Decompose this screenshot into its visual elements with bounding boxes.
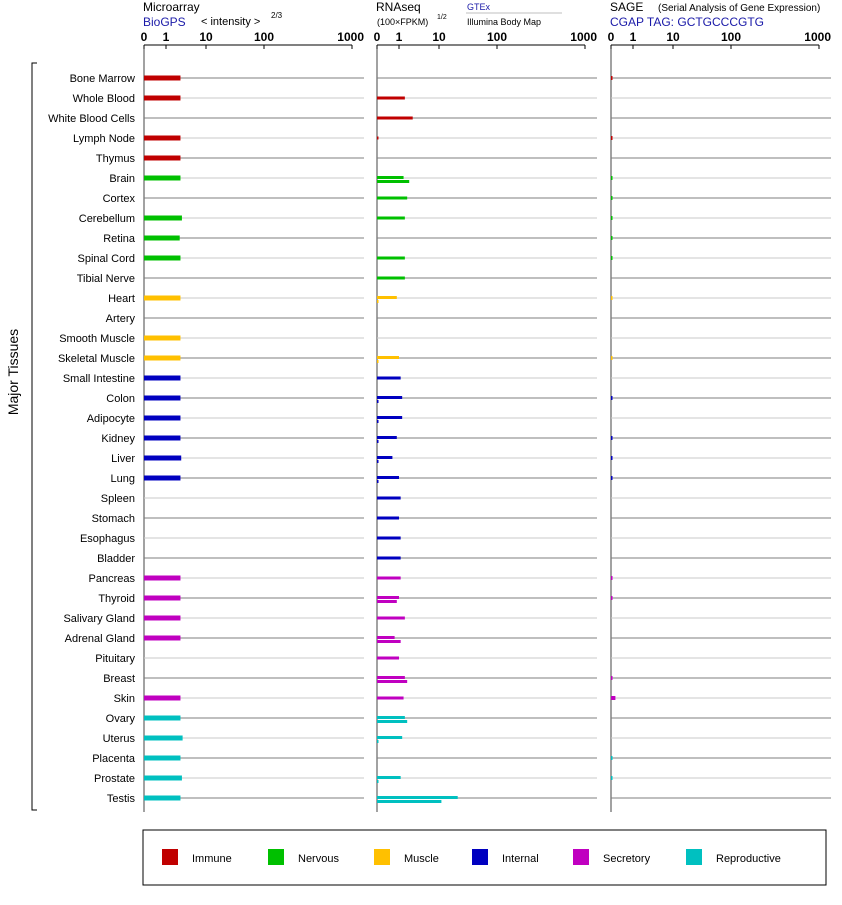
legend-swatch [472, 849, 488, 865]
legend-label: Internal [502, 853, 539, 865]
tissue-row [111, 453, 831, 465]
tissue-label[interactable]: Bladder [97, 553, 135, 565]
tissue-label[interactable]: Prostate [94, 773, 135, 785]
rnaseq-scale-exponent: 1/2 [437, 14, 447, 21]
sage-bar[interactable] [611, 396, 613, 400]
sage-bar[interactable] [611, 696, 615, 700]
microarray-bar[interactable] [144, 576, 180, 581]
microarray-bar[interactable] [144, 356, 180, 361]
y-axis-bracket [32, 63, 37, 810]
tissue-label[interactable]: Spinal Cord [77, 253, 135, 265]
tissue-label[interactable]: Placenta [92, 753, 135, 765]
tissue-row [89, 573, 831, 585]
rnaseq-ibm-bar[interactable] [377, 780, 379, 783]
tissue-row [103, 733, 831, 745]
sage-bar[interactable] [611, 436, 613, 440]
microarray-bar[interactable] [144, 256, 180, 261]
tissue-label[interactable]: Colon [106, 393, 135, 405]
tissue-row [92, 753, 831, 765]
microarray-bar[interactable] [144, 776, 182, 781]
tissue-row [103, 233, 831, 245]
rnaseq-gtex-bar[interactable] [377, 476, 399, 479]
microarray-bar[interactable] [144, 216, 182, 221]
microarray-bar[interactable] [144, 376, 180, 381]
sage-subtitle[interactable]: CGAP TAG: GCTGCCCGTG [610, 15, 765, 29]
axis-tick-label: 0 [140, 30, 148, 44]
rnaseq-gtex-bar[interactable] [377, 537, 401, 540]
rnaseq-gtex-bar[interactable] [377, 697, 404, 700]
rnaseq-gtex-bar[interactable] [377, 636, 395, 639]
tissue-label[interactable]: Uterus [102, 733, 135, 745]
legend-label: Muscle [404, 853, 439, 865]
tissue-label[interactable]: Esophagus [79, 533, 135, 545]
tissue-row [77, 273, 831, 285]
rnaseq-title: RNAseq [376, 0, 421, 14]
axis-tick-label: 1 [629, 30, 637, 44]
rnaseq-ibm-bar[interactable] [377, 720, 407, 723]
tissue-row [114, 693, 831, 705]
microarray-bar[interactable] [144, 456, 181, 461]
legend-swatch [686, 849, 702, 865]
microarray-bar[interactable] [144, 236, 180, 241]
axis-tick-label: 100 [486, 30, 508, 44]
tissue-label[interactable]: Artery [105, 313, 135, 325]
axis-tick-label: 1 [162, 30, 170, 44]
rnaseq-gtex-bar[interactable] [377, 557, 401, 560]
sage-bar[interactable] [611, 596, 613, 600]
tissue-row [98, 593, 831, 605]
tissue-row [96, 153, 831, 165]
panel-2-axis [608, 30, 832, 812]
rnaseq-gtex-bar[interactable] [377, 776, 401, 779]
tissue-label[interactable]: Salivary Gland [63, 613, 135, 625]
legend-label: Secretory [603, 853, 651, 865]
legend-swatch [374, 849, 390, 865]
sage-bar[interactable] [611, 216, 613, 220]
microarray-bar[interactable] [144, 476, 180, 481]
tissue-label[interactable]: Pituitary [95, 653, 135, 665]
tissue-label[interactable]: Cortex [102, 193, 135, 205]
tissue-row [106, 713, 831, 725]
tissue-label[interactable]: Stomach [91, 513, 135, 525]
rnaseq-gtex-bar[interactable] [377, 296, 397, 299]
tissue-row [80, 533, 831, 545]
tissue-row [79, 213, 831, 225]
rnaseq-gtex-bar[interactable] [377, 676, 405, 679]
tissue-row [78, 253, 831, 265]
sage-bar[interactable] [611, 776, 613, 780]
microarray-bar[interactable] [144, 756, 180, 761]
microarray-bar[interactable] [144, 636, 180, 641]
tissue-row [73, 93, 831, 105]
tissue-label[interactable]: Liver [111, 453, 135, 465]
sage-bar[interactable] [611, 576, 613, 580]
sage-title-note: (Serial Analysis of Gene Expression) [658, 3, 821, 14]
rnaseq-gtex-bar[interactable] [377, 796, 458, 799]
tissue-row [87, 413, 831, 425]
sage-bar[interactable] [611, 476, 613, 480]
tissue-row [48, 113, 831, 125]
rnaseq-ibm-bar[interactable] [377, 600, 397, 603]
tissue-row [103, 673, 831, 685]
microarray-title: Microarray [143, 0, 200, 14]
axis-tick-label: 10 [199, 30, 213, 44]
microarray-bar[interactable] [144, 616, 180, 621]
axis-tick-label: 10 [666, 30, 680, 44]
microarray-bar[interactable] [144, 136, 180, 141]
rnaseq-gtex-bar[interactable] [377, 436, 397, 439]
rnaseq-gtex-bar[interactable] [377, 716, 405, 719]
sage-bar[interactable] [611, 456, 613, 460]
sage-bar[interactable] [611, 76, 613, 80]
legend-label: Immune [192, 853, 232, 865]
microarray-source-link[interactable]: BioGPS [143, 15, 186, 29]
tissue-label[interactable]: Heart [108, 293, 135, 305]
rnaseq-gtex-bar[interactable] [377, 257, 405, 260]
tissue-label[interactable]: Ovary [105, 713, 135, 725]
tissue-row [107, 793, 831, 805]
rnaseq-gtex-bar[interactable] [377, 377, 401, 380]
tissue-label[interactable]: Lymph Node [73, 133, 135, 145]
rnaseq-gtex-bar[interactable] [377, 657, 399, 660]
sage-bar[interactable] [611, 356, 613, 360]
legend-label: Reproductive [716, 853, 781, 865]
sage-bar[interactable] [611, 256, 613, 260]
tissue-label[interactable]: Tibial Nerve [76, 273, 135, 285]
microarray-scale-label: < intensity > [201, 16, 261, 28]
rnaseq-ibm-bar[interactable] [377, 680, 407, 683]
tissue-label[interactable]: Thymus [95, 153, 135, 165]
sage-bar[interactable] [611, 296, 613, 300]
tissue-row [95, 653, 831, 665]
rnaseq-gtex-bar[interactable] [377, 217, 405, 220]
microarray-bar[interactable] [144, 296, 180, 301]
rnaseq-gtex-bar[interactable] [377, 497, 401, 500]
tissue-row [94, 773, 831, 785]
microarray-bar[interactable] [144, 156, 180, 161]
rnaseq-gtex-bar[interactable] [377, 416, 402, 419]
axis-tick-label: 10 [432, 30, 446, 44]
microarray-bar[interactable] [144, 716, 180, 721]
rnaseq-gtex-bar[interactable] [377, 277, 405, 280]
sage-bar[interactable] [611, 236, 613, 240]
tissue-row [73, 133, 831, 145]
rnaseq-gtex-bar[interactable] [377, 356, 399, 359]
microarray-bar[interactable] [144, 336, 180, 341]
tissue-row [106, 313, 831, 325]
rnaseq-ibm-bar[interactable] [377, 460, 379, 463]
axis-tick-label: 100 [253, 30, 275, 44]
rnaseq-scale-label: (100×FPKM) [377, 17, 429, 27]
microarray-bar[interactable] [144, 176, 180, 181]
tissue-row [111, 473, 831, 485]
rnaseq-gtex-bar[interactable] [377, 736, 402, 739]
tissue-label[interactable]: Breast [103, 673, 135, 685]
axis-tick-label: 1000 [337, 30, 364, 44]
tissue-label[interactable]: Brain [109, 173, 135, 185]
panel-1-axis [374, 30, 598, 812]
rnaseq-gtex-bar[interactable] [377, 577, 401, 580]
rnaseq-legend-gtex[interactable]: GTEx [467, 2, 491, 12]
rnaseq-ibm-bar[interactable] [377, 420, 379, 423]
microarray-bar[interactable] [144, 596, 180, 601]
tissue-row [108, 293, 831, 305]
tissue-row [103, 193, 831, 205]
microarray-bar[interactable] [144, 396, 180, 401]
rnaseq-gtex-bar[interactable] [377, 456, 392, 459]
rnaseq-legend-ibm[interactable]: Illumina Body Map [467, 17, 542, 27]
microarray-bar[interactable] [144, 736, 183, 741]
rnaseq-ibm-bar[interactable] [377, 640, 401, 643]
tissue-label[interactable]: Kidney [101, 433, 135, 445]
tissue-label[interactable]: Small Intestine [62, 373, 135, 385]
tissue-label[interactable]: Lung [110, 473, 135, 485]
axis-tick-label: 1 [395, 30, 403, 44]
rnaseq-gtex-bar[interactable] [377, 617, 405, 620]
microarray-bar[interactable] [144, 416, 180, 421]
rnaseq-ibm-bar[interactable] [377, 800, 441, 803]
sage-bar[interactable] [611, 136, 613, 140]
rnaseq-ibm-bar[interactable] [377, 440, 379, 443]
rnaseq-ibm-bar[interactable] [377, 480, 379, 483]
tissue-label[interactable]: Thyroid [98, 593, 135, 605]
rnaseq-ibm-bar[interactable] [377, 360, 379, 363]
rnaseq-gtex-bar[interactable] [377, 97, 405, 100]
rnaseq-ibm-bar[interactable] [377, 180, 409, 183]
sage-bar[interactable] [611, 176, 613, 180]
axis-tick-label: 0 [373, 30, 381, 44]
rnaseq-gtex-bar[interactable] [377, 596, 399, 599]
tissue-label[interactable]: Testis [106, 793, 135, 805]
rnaseq-gtex-bar[interactable] [377, 197, 407, 200]
legend-swatch [268, 849, 284, 865]
axis-tick-label: 1000 [804, 30, 831, 44]
microarray-bar[interactable] [144, 696, 180, 701]
tissue-label[interactable]: Pancreas [88, 573, 135, 585]
axis-tick-label: 0 [607, 30, 615, 44]
tissue-label[interactable]: Spleen [100, 493, 135, 505]
microarray-scale-exponent: 2/3 [271, 11, 283, 20]
panel-0-axis [141, 30, 365, 812]
tissue-label[interactable]: Skin [113, 693, 135, 705]
axis-tick-label: 100 [720, 30, 742, 44]
y-axis-label: Major Tissues [5, 328, 21, 416]
rnaseq-gtex-bar[interactable] [377, 117, 413, 120]
sage-bar[interactable] [611, 676, 613, 680]
tissue-row [106, 393, 831, 405]
rnaseq-gtex-bar[interactable] [377, 176, 404, 179]
sage-bar[interactable] [611, 756, 613, 760]
sage-title: SAGE [610, 0, 644, 14]
microarray-bar[interactable] [144, 796, 180, 801]
microarray-bar[interactable] [144, 436, 180, 441]
tissue-label[interactable]: Adipocyte [86, 413, 135, 425]
tissue-label[interactable]: Cerebellum [78, 213, 135, 225]
rnaseq-gtex-bar[interactable] [377, 517, 399, 520]
legend-label: Nervous [298, 853, 339, 865]
legend-swatch [162, 849, 178, 865]
rnaseq-ibm-bar[interactable] [377, 400, 379, 403]
tissue-label[interactable]: Whole Blood [72, 93, 135, 105]
rnaseq-ibm-bar[interactable] [377, 300, 379, 303]
sage-bar[interactable] [611, 196, 613, 200]
tissue-row [97, 553, 831, 565]
tissue-row [109, 173, 831, 185]
tissue-label[interactable]: Retina [103, 233, 135, 245]
rnaseq-gtex-bar[interactable] [377, 396, 402, 399]
tissue-label[interactable]: Smooth Muscle [59, 333, 135, 345]
tissue-row [101, 493, 831, 505]
tissue-label[interactable]: White Blood Cells [48, 113, 135, 125]
microarray-bar[interactable] [144, 76, 180, 81]
tissue-label[interactable]: Skeletal Muscle [57, 353, 135, 365]
tissue-row [101, 433, 831, 445]
rnaseq-gtex-bar[interactable] [377, 137, 379, 140]
rnaseq-ibm-bar[interactable] [377, 740, 379, 743]
legend-swatch [573, 849, 589, 865]
microarray-bar[interactable] [144, 96, 180, 101]
tissue-row [70, 73, 831, 85]
tissue-row [92, 513, 831, 525]
tissue-label[interactable]: Bone Marrow [69, 73, 135, 85]
tissue-label[interactable]: Adrenal Gland [64, 633, 135, 645]
axis-tick-label: 1000 [570, 30, 597, 44]
